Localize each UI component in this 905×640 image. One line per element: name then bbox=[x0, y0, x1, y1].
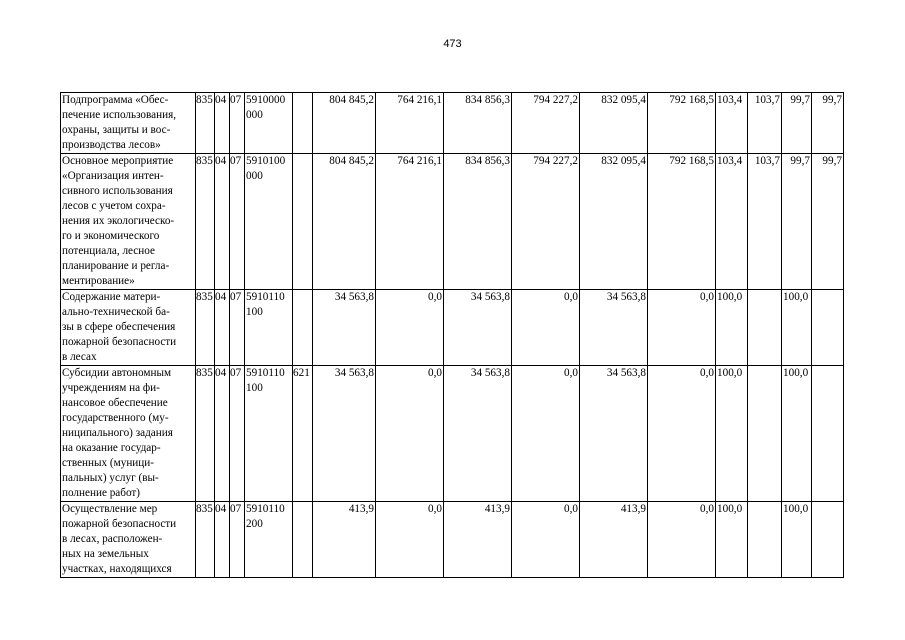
amount-4: 0,0 bbox=[512, 290, 580, 366]
amount-3: 834 856,3 bbox=[444, 154, 512, 290]
target-article-code: 5910110 200 bbox=[245, 502, 293, 578]
percent-2 bbox=[748, 502, 782, 578]
budget-table bbox=[60, 92, 844, 578]
percent-4 bbox=[812, 366, 844, 502]
row-name: Основное мероприятие «Организация интен- сивного использования лесов с учетом сохра- нения их экологическо- го и экономического потенциала, лесное планирование и регла- ментирование» bbox=[61, 154, 196, 290]
amount-1: 34 563,8 bbox=[313, 290, 376, 366]
expense-type-code: 621 bbox=[293, 366, 313, 502]
amount-3: 34 563,8 bbox=[444, 366, 512, 502]
percent-1: 103,4 bbox=[716, 154, 748, 290]
row-name: Подпрограмма «Обес- печение использования, охраны, защиты и вос- производства лесов» bbox=[61, 93, 196, 154]
row-name: Субсидии автономным учреждениям на фи- нансовое обеспечение государственного (му- ниципального) задания на оказание государ- ственных (муници- пальных) услуг (вы- полнение работ) bbox=[61, 366, 196, 502]
amount-6: 792 168,5 bbox=[648, 93, 716, 154]
amount-6: 792 168,5 bbox=[648, 154, 716, 290]
section-code: 04 bbox=[215, 502, 230, 578]
amount-3: 34 563,8 bbox=[444, 290, 512, 366]
target-article-code: 5910110 100 bbox=[245, 366, 293, 502]
target-article-code: 5910110 100 bbox=[245, 290, 293, 366]
percent-4: 99,7 bbox=[812, 154, 844, 290]
amount-4: 794 227,2 bbox=[512, 93, 580, 154]
amount-1: 804 845,2 bbox=[313, 93, 376, 154]
amount-2: 0,0 bbox=[376, 290, 444, 366]
amount-6: 0,0 bbox=[648, 366, 716, 502]
percent-3: 100,0 bbox=[782, 290, 812, 366]
section-code: 04 bbox=[215, 154, 230, 290]
amount-1: 413,9 bbox=[313, 502, 376, 578]
amount-6: 0,0 bbox=[648, 502, 716, 578]
percent-1: 103,4 bbox=[716, 93, 748, 154]
target-article-code: 5910000 000 bbox=[245, 93, 293, 154]
expense-type-code bbox=[293, 290, 313, 366]
amount-2: 764 216,1 bbox=[376, 93, 444, 154]
ved-code: 835 bbox=[196, 154, 215, 290]
amount-4: 0,0 bbox=[512, 366, 580, 502]
row-name: Осуществление мер пожарной безопасности в лесах, расположен- ных на земельных участках, находящихся bbox=[61, 502, 196, 578]
percent-1: 100,0 bbox=[716, 502, 748, 578]
amount-1: 804 845,2 bbox=[313, 154, 376, 290]
section-code: 04 bbox=[215, 290, 230, 366]
percent-2 bbox=[748, 290, 782, 366]
subsection-code: 07 bbox=[230, 502, 245, 578]
amount-5: 832 095,4 bbox=[580, 93, 648, 154]
section-code: 04 bbox=[215, 366, 230, 502]
amount-3: 413,9 bbox=[444, 502, 512, 578]
amount-6: 0,0 bbox=[648, 290, 716, 366]
subsection-code: 07 bbox=[230, 154, 245, 290]
target-article-code: 5910100 000 bbox=[245, 154, 293, 290]
percent-2: 103,7 bbox=[748, 154, 782, 290]
ved-code: 835 bbox=[196, 502, 215, 578]
table-row bbox=[61, 154, 844, 290]
subsection-code: 07 bbox=[230, 93, 245, 154]
table-row bbox=[61, 290, 844, 366]
percent-3: 99,7 bbox=[782, 154, 812, 290]
amount-3: 834 856,3 bbox=[444, 93, 512, 154]
amount-4: 0,0 bbox=[512, 502, 580, 578]
percent-2: 103,7 bbox=[748, 93, 782, 154]
percent-3: 100,0 bbox=[782, 502, 812, 578]
ved-code: 835 bbox=[196, 93, 215, 154]
row-name: Содержание матери- ально-технической ба- зы в сфере обеспечения пожарной безопасности в лесах bbox=[61, 290, 196, 366]
amount-1: 34 563,8 bbox=[313, 366, 376, 502]
amount-2: 0,0 bbox=[376, 502, 444, 578]
subsection-code: 07 bbox=[230, 366, 245, 502]
amount-5: 413,9 bbox=[580, 502, 648, 578]
percent-4: 99,7 bbox=[812, 93, 844, 154]
table-row bbox=[61, 93, 844, 154]
expense-type-code bbox=[293, 93, 313, 154]
percent-4 bbox=[812, 290, 844, 366]
amount-5: 34 563,8 bbox=[580, 290, 648, 366]
percent-3: 100,0 bbox=[782, 366, 812, 502]
percent-1: 100,0 bbox=[716, 290, 748, 366]
section-code: 04 bbox=[215, 93, 230, 154]
percent-1: 100,0 bbox=[716, 366, 748, 502]
expense-type-code bbox=[293, 502, 313, 578]
ved-code: 835 bbox=[196, 290, 215, 366]
amount-4: 794 227,2 bbox=[512, 154, 580, 290]
ved-code: 835 bbox=[196, 366, 215, 502]
table-row bbox=[61, 502, 844, 578]
percent-2 bbox=[748, 366, 782, 502]
percent-4 bbox=[812, 502, 844, 578]
amount-2: 764 216,1 bbox=[376, 154, 444, 290]
page-number: 473 bbox=[443, 38, 462, 50]
subsection-code: 07 bbox=[230, 290, 245, 366]
amount-2: 0,0 bbox=[376, 366, 444, 502]
percent-3: 99,7 bbox=[782, 93, 812, 154]
table-row bbox=[61, 366, 844, 502]
amount-5: 832 095,4 bbox=[580, 154, 648, 290]
amount-5: 34 563,8 bbox=[580, 366, 648, 502]
expense-type-code bbox=[293, 154, 313, 290]
